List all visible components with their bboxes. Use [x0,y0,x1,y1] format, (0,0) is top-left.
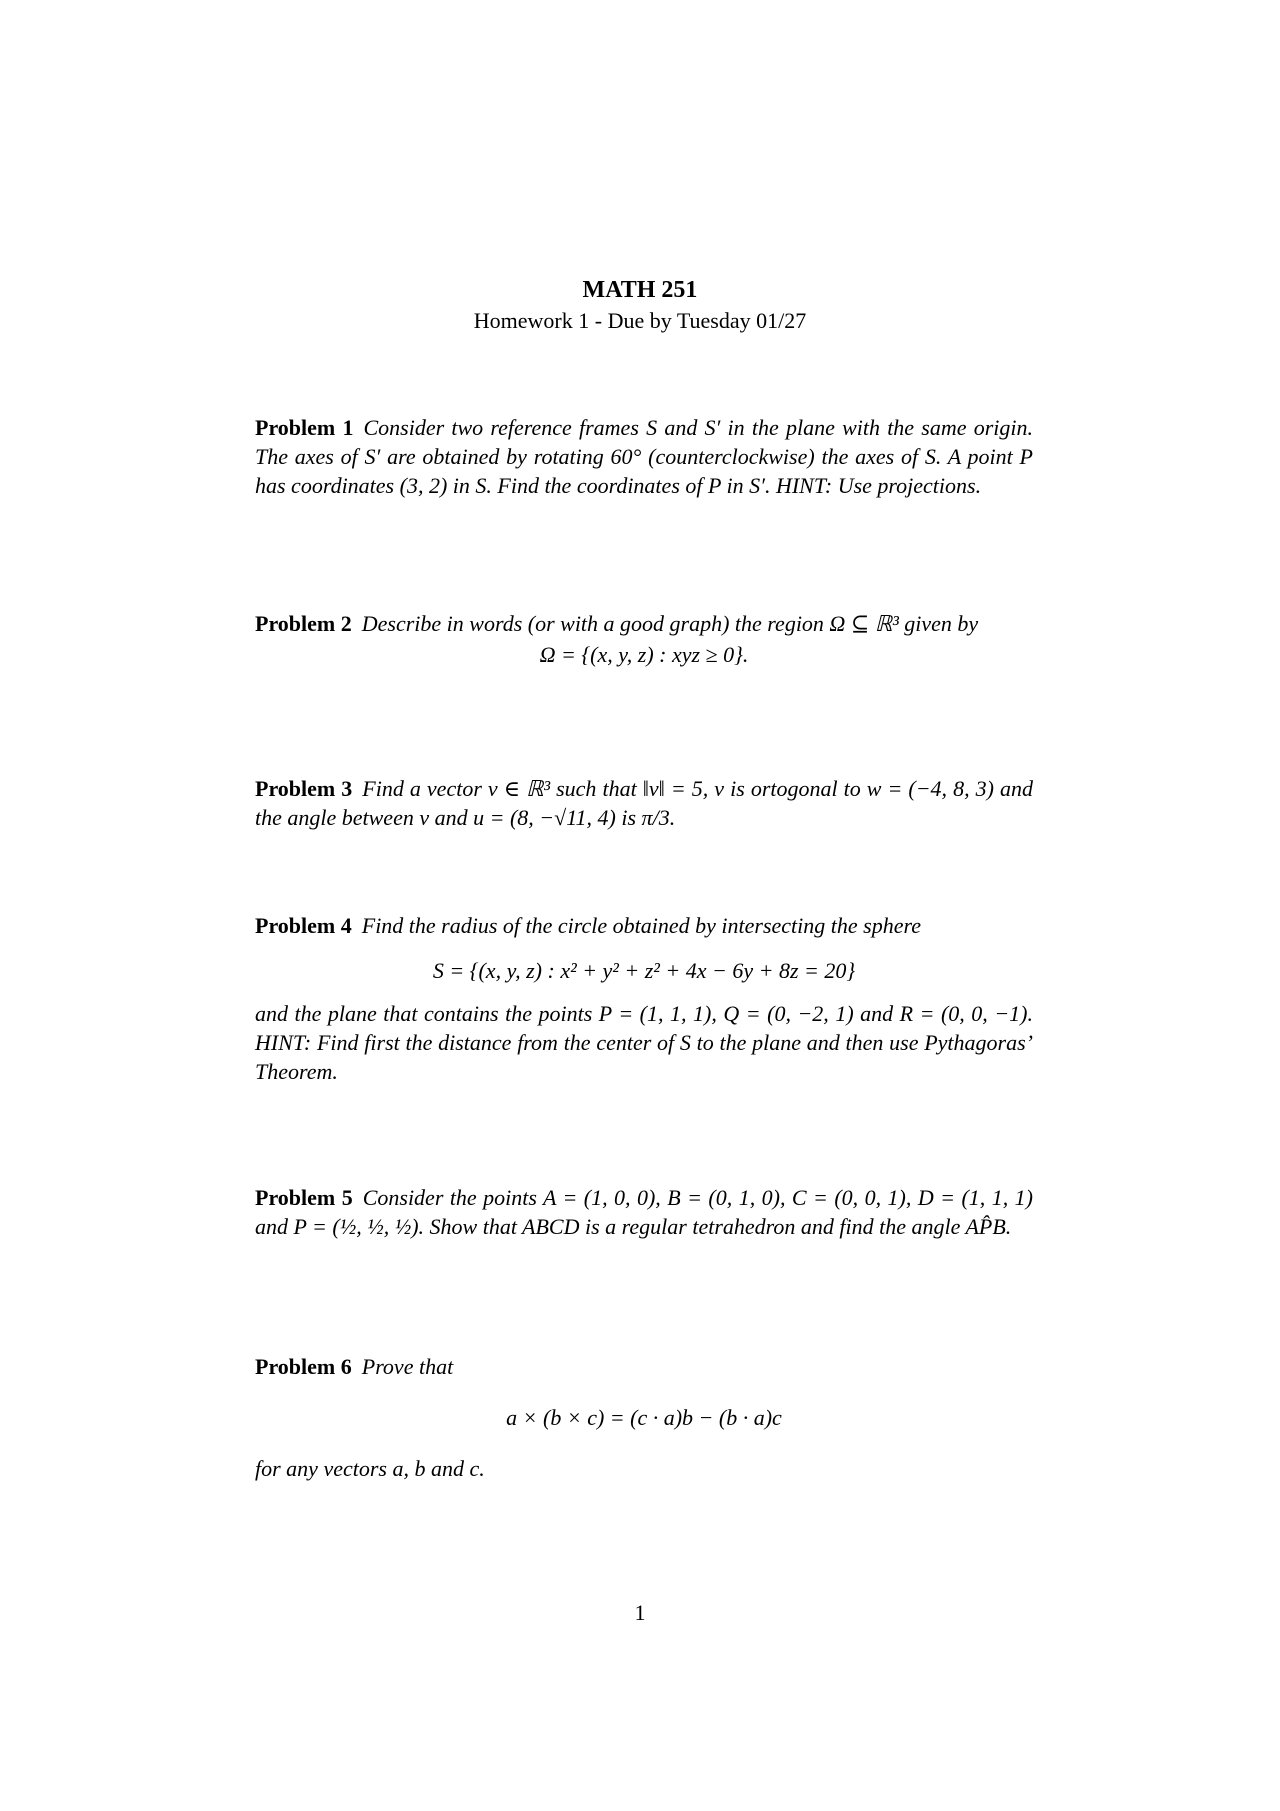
problem-label: Problem 6 [255,1354,352,1379]
problem-text: Find a vector v ∈ ℝ³ such that ‖v‖ = 5, v is ortogonal to w = (−4, 8, 3) and the angle between v and u = (8, −√11, 4) is π/3. [255,776,1033,830]
page-number: 1 [634,1600,646,1625]
problem-6 [255,1352,1033,1483]
homework-subtitle: Homework 1 - Due by Tuesday 01/27 [473,308,807,333]
problem-label: Problem 3 [255,776,353,801]
problem-1 [255,413,1033,500]
problem-text: Describe in words (or with a good graph) the region Ω ⊆ ℝ³ given by [361,611,979,636]
problem-label: Problem 2 [255,611,352,636]
problem-continuation: and the plane that contains the points P = (1, 1, 1), Q = (0, −2, 1) and R = (0, 0, −1). HINT: Find first the distance from the center of S to the plane and then use Pythagoras’ Theorem. [255,1001,1033,1084]
problem-text: Consider the points A = (1, 0, 0), B = (0, 1, 0), C = (0, 0, 1), D = (1, 1, 1) and P = (½, ½, ½). Show that ABCD is a regular tetrahedron and find the angle AP̂B. [255,1185,1033,1239]
problem-continuation: for any vectors a, b and c. [255,1456,485,1481]
problem-5 [255,1183,1033,1241]
problem-text: Prove that [361,1354,454,1379]
display-equation: S = {(x, y, z) : x² + y² + z² + 4x − 6y + 8z = 20} [432,958,856,983]
header [0,274,1280,336]
problem-text: Consider two reference frames S and S′ in the plane with the same origin. The axes of S′ are obtained by rotating 60° (counterclockwise) the axes of S. A point P has coordinates (3, 2) in S. Find the coordinates of P in S′. HINT: Use projections. [255,415,1033,498]
problem-2 [255,609,1033,683]
course-title: MATH 251 [582,277,698,303]
problem-label: Problem 4 [255,913,352,938]
problem-label: Problem 5 [255,1185,353,1210]
problem-3 [255,774,1033,832]
display-equation: a × (b × c) = (c · a)b − (b · a)c [506,1405,782,1430]
problem-text: Find the radius of the circle obtained by intersecting the sphere [361,913,921,938]
display-equation: Ω = {(x, y, z) : xyz ≥ 0}. [539,642,749,667]
problem-4 [255,911,1033,1086]
problem-label: Problem 1 [255,415,354,440]
